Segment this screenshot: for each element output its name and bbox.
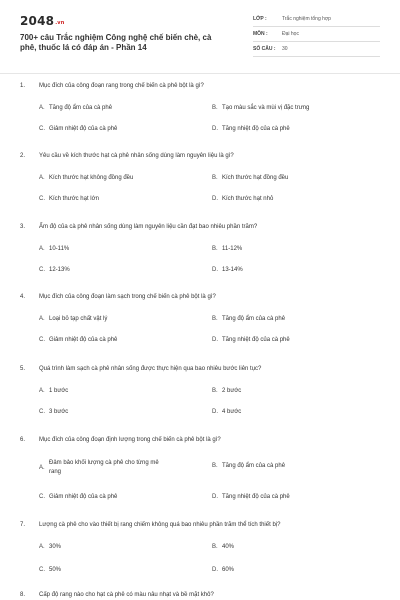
option-c[interactable] xyxy=(39,567,61,573)
option-text: 3 bước xyxy=(49,409,69,415)
option-a[interactable] xyxy=(39,459,167,477)
meta-value: 30 xyxy=(282,46,288,52)
option-letter: D. xyxy=(212,567,218,573)
option-letter: C. xyxy=(39,267,45,273)
question-text xyxy=(20,366,261,372)
option-a[interactable] xyxy=(39,388,68,394)
option-b[interactable] xyxy=(212,388,241,394)
option-c[interactable] xyxy=(39,196,99,202)
option-letter: B. xyxy=(212,246,218,252)
question-text xyxy=(20,592,214,598)
option-text: Tăng nhiệt độ của cà phê xyxy=(222,494,290,500)
option-text: Giảm nhiệt độ của cà phê xyxy=(49,126,118,132)
question-number: 3. xyxy=(20,224,26,230)
option-text: Tạo màu sắc và mùi vị đặc trưng xyxy=(222,105,310,111)
option-text: Kích thước hạt đồng đều xyxy=(222,175,289,181)
option-letter: B. xyxy=(212,316,218,322)
option-text: Kích thước hạt lớn xyxy=(49,196,99,202)
option-text: Đảm bảo khối lượng cà phê cho từng mẻ rang xyxy=(49,460,159,475)
option-a[interactable] xyxy=(39,544,61,550)
option-c[interactable] xyxy=(39,337,117,343)
option-letter: B. xyxy=(212,544,218,550)
option-d[interactable] xyxy=(212,494,290,500)
option-letter: D. xyxy=(212,267,218,273)
option-text: 11-12% xyxy=(222,246,243,252)
question-text xyxy=(20,522,280,528)
meta-row-lop xyxy=(253,12,380,27)
header-divider xyxy=(0,73,400,74)
option-text: Tăng độ ẩm của cà phê xyxy=(49,105,113,111)
option-d[interactable] xyxy=(212,196,273,202)
option-text: Tăng độ ẩm của cà phê xyxy=(222,463,286,469)
option-c[interactable] xyxy=(39,126,117,132)
option-text: Giảm nhiệt độ của cà phê xyxy=(49,494,118,500)
question-number: 7. xyxy=(20,522,26,528)
question-text xyxy=(20,224,257,230)
option-text: 40% xyxy=(222,544,235,550)
question-label: Mục đích của công đoạn định lượng trong chế biến cà phê bột là gì? xyxy=(39,437,221,443)
meta-row-socau xyxy=(253,42,380,57)
option-letter: A. xyxy=(39,316,45,322)
option-text: 12-13% xyxy=(49,267,70,273)
option-letter: C. xyxy=(39,337,45,343)
option-a[interactable] xyxy=(39,316,107,322)
option-c[interactable] xyxy=(39,267,70,273)
option-c[interactable] xyxy=(39,409,68,415)
option-text: Tăng nhiệt độ của cà phê xyxy=(222,337,290,343)
option-letter: C. xyxy=(39,126,45,132)
meta-panel xyxy=(253,12,380,57)
option-letter: D. xyxy=(212,494,218,500)
option-text: 2 bước xyxy=(222,388,242,394)
option-letter: C. xyxy=(39,567,45,573)
option-b[interactable] xyxy=(212,463,285,469)
option-letter: C. xyxy=(39,196,45,202)
option-text: 10-11% xyxy=(49,246,70,252)
option-letter: B. xyxy=(212,388,218,394)
option-letter: A. xyxy=(39,175,45,181)
option-letter: D. xyxy=(212,409,218,415)
option-b[interactable] xyxy=(212,105,309,111)
option-letter: C. xyxy=(39,409,45,415)
meta-row-mon xyxy=(253,27,380,42)
question-text xyxy=(20,83,204,89)
option-text: 50% xyxy=(49,567,62,573)
option-letter: A. xyxy=(39,544,45,550)
question-number: 6. xyxy=(20,437,26,443)
option-text: 13-14% xyxy=(222,267,243,273)
option-letter: A. xyxy=(39,105,45,111)
option-letter: D. xyxy=(212,337,218,343)
option-b[interactable] xyxy=(212,175,288,181)
option-d[interactable] xyxy=(212,337,290,343)
page-title: 700+ câu Trắc nghiệm Công nghệ chế biến chè, cà phê, thuốc lá có đáp án - Phần 14 xyxy=(20,33,212,52)
option-letter: D. xyxy=(212,126,218,132)
question-label: Quá trình làm sạch cà phê nhân sống được thực hiện qua bao nhiêu bước liên tục? xyxy=(39,366,262,372)
meta-label: MÔN : xyxy=(253,31,268,37)
site-logo[interactable] xyxy=(20,14,65,28)
meta-label: SỐ CÂU : xyxy=(253,46,276,52)
option-text: Loại bỏ tạp chất vật lý xyxy=(49,316,108,322)
option-d[interactable] xyxy=(212,567,234,573)
page-header xyxy=(0,0,400,70)
option-letter: B. xyxy=(212,105,218,111)
option-b[interactable] xyxy=(212,544,234,550)
option-letter: C. xyxy=(39,494,45,500)
option-b[interactable] xyxy=(212,246,242,252)
question-number: 8. xyxy=(20,592,26,598)
option-a[interactable] xyxy=(39,175,133,181)
question-label: Yêu cầu về kích thước hạt cà phê nhân sống dùng làm nguyên liệu là gì? xyxy=(39,153,234,159)
question-label: Mục đích của công đoạn rang trong chế biến cà phê bột là gì? xyxy=(39,83,204,89)
option-text: Kích thước hạt không đồng đều xyxy=(49,175,134,181)
option-letter: A. xyxy=(39,465,45,471)
meta-value: Trắc nghiệm tổng hợp xyxy=(282,16,331,22)
question-number: 2. xyxy=(20,153,26,159)
option-d[interactable] xyxy=(212,267,243,273)
option-text: 1 bước xyxy=(49,388,69,394)
question-text xyxy=(20,294,216,300)
logo-text: 2048 xyxy=(20,14,55,28)
question-text xyxy=(20,437,221,443)
meta-label: LỚP : xyxy=(253,16,267,22)
meta-value: Đại học xyxy=(282,31,299,37)
option-letter: A. xyxy=(39,246,45,252)
option-text: 60% xyxy=(222,567,235,573)
question-label: Ẩm độ của cà phê nhân sống dùng làm nguyên liệu cần đạt bao nhiêu phần trăm? xyxy=(39,224,258,230)
option-text: Tăng độ ẩm của cà phê xyxy=(222,316,286,322)
option-text: Kích thước hạt nhỏ xyxy=(222,196,274,202)
option-d[interactable] xyxy=(212,409,241,415)
option-letter: A. xyxy=(39,388,45,394)
option-b[interactable] xyxy=(212,316,285,322)
question-label: Mục đích của công đoạn làm sạch trong chế biến cà phê bột là gì? xyxy=(39,294,216,300)
option-a[interactable] xyxy=(39,105,112,111)
option-letter: D. xyxy=(212,196,218,202)
question-number: 5. xyxy=(20,366,26,372)
question-number: 1. xyxy=(20,83,26,89)
logo-sub: .vn xyxy=(55,20,65,26)
option-text: 4 bước xyxy=(222,409,242,415)
option-text: Giảm nhiệt độ của cà phê xyxy=(49,337,118,343)
option-a[interactable] xyxy=(39,246,69,252)
option-text: 30% xyxy=(49,544,62,550)
option-letter: B. xyxy=(212,463,218,469)
question-label: Lượng cà phê cho vào thiết bị rang chiếm không quá bao nhiêu phần trăm thể tích thiết bị? xyxy=(39,522,281,528)
option-text: Tăng nhiệt độ của cà phê xyxy=(222,126,290,132)
question-number: 4. xyxy=(20,294,26,300)
option-letter: B. xyxy=(212,175,218,181)
option-d[interactable] xyxy=(212,126,290,132)
question-label: Cấp độ rang nào cho hạt cà phê có màu nâu nhạt và bề mặt khô? xyxy=(39,592,214,598)
option-c[interactable] xyxy=(39,494,117,500)
question-text xyxy=(20,153,234,159)
